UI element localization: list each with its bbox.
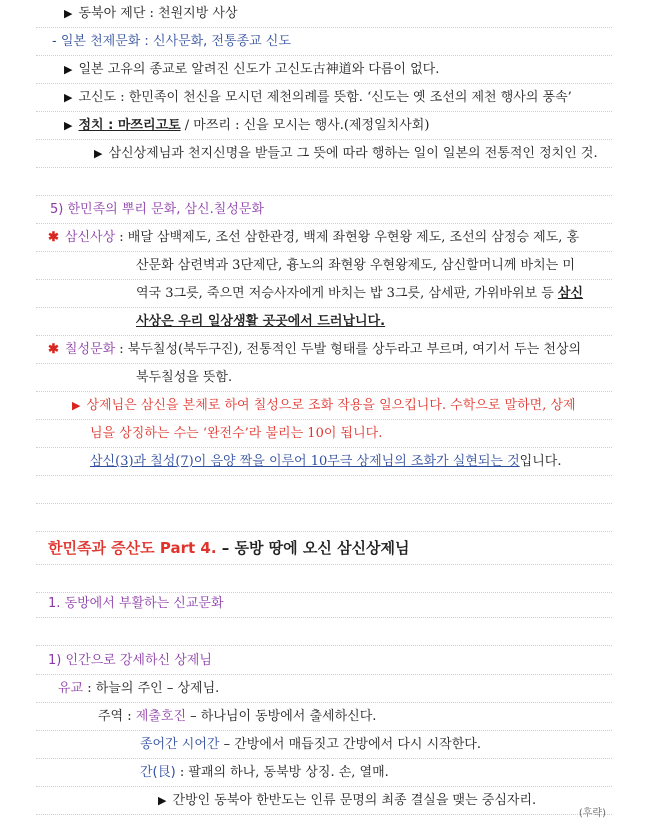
line-text: 일본 고유의 종교로 알려진 신도가 고신도古神道와 다름이 없다. [78, 62, 440, 77]
spacer-line [36, 565, 612, 593]
spacer-line [36, 168, 612, 196]
line-text: : 하늘의 주인 – 상제님. [83, 681, 220, 696]
term-highlight: 간(艮) [140, 765, 176, 780]
line-text: 간방인 동북아 한반도는 인류 문명의 최종 결실을 맺는 중심자리. [172, 793, 537, 808]
text-line [36, 84, 612, 112]
term-highlight: 제출호진 [135, 709, 186, 724]
line-text: 님을 상징하는 수는 ‘완전수’라 불리는 10이 됩니다. [90, 426, 383, 441]
text-line [36, 0, 612, 28]
section-heading [36, 647, 612, 675]
text-line [36, 703, 612, 731]
text-line [36, 112, 612, 140]
text-line [36, 675, 612, 703]
triangle-bullet-icon: ▶ [64, 63, 73, 76]
triangle-bullet-icon: ▶ [64, 7, 73, 20]
text-line [36, 364, 612, 392]
triangle-bullet-icon: ▶ [64, 91, 73, 104]
highlight-line [36, 420, 612, 448]
continued-note: (후략) [578, 808, 606, 819]
spacer-line [36, 504, 612, 532]
line-text: : 팔괘의 하나, 동북방 상징. 손, 열매. [175, 765, 389, 780]
term-label: 유교 [58, 681, 84, 696]
line-text: 산문화 삼련벽과 3단제단, 흉노의 좌현왕 우현왕제도, 삼신할머니께 바치는 미 [136, 258, 575, 273]
bold-term: 정치 : 마쯔리고토 [78, 118, 181, 133]
section-heading-text: 5) 한민족의 뿌리 문화, 삼신.칠성문화 [50, 202, 264, 217]
line-text: 동북아 제단 : 천원지방 사상 [78, 6, 238, 21]
line-text: – 하나님이 동방에서 출세하신다. [186, 709, 377, 724]
subheading-text: - 일본 천제문화 : 신사문화, 전통종교 신도 [52, 34, 291, 49]
spacer-line [36, 476, 612, 504]
asterisk-icon: ✱ [48, 230, 59, 245]
text-line [36, 759, 612, 787]
underlined-statement: 삼신(3)과 칠성(7)이 음양 짝을 이루어 10무극 상제님의 조화가 실현되는 것 [90, 454, 520, 469]
part-heading-label: 한민족과 증산도 Part 4. [48, 539, 217, 557]
triangle-bullet-icon: ▶ [158, 794, 167, 807]
part-heading-text: – 동방 땅에 오신 삼신상제님 [216, 539, 410, 557]
text-line [36, 336, 612, 364]
term-highlight: 종어간 시어간 [140, 737, 220, 752]
text-line [36, 56, 612, 84]
line-text: 상제님은 삼신을 본체로 하여 칠성으로 조화 작용을 일으킵니다. 수학으로 말하면, 상제 [86, 398, 576, 413]
line-text: 삼신상제님과 천지신명을 받들고 그 뜻에 따라 행하는 일이 일본의 전통적인 정치인 것. [108, 146, 598, 161]
text-line [36, 731, 612, 759]
line-text: 입니다. [519, 454, 562, 469]
emphasis-text: 삼신 [557, 286, 584, 301]
section-heading-text: 1. 동방에서 부활하는 신교문화 [48, 596, 224, 611]
subheading-line [36, 28, 612, 56]
term-label: 칠성문화 [64, 342, 116, 357]
line-text: 고신도 : 한민족이 천신을 모시던 제천의례를 뜻함. ‘신도는 옛 조선의 제천 행사의 풍속’ [78, 90, 572, 105]
spacer-line [36, 618, 612, 646]
triangle-bullet-icon: ▶ [72, 399, 81, 412]
line-text: : 배달 삼백제도, 조선 삼한관경, 백제 좌현왕 우현왕 제도, 조선의 삼정승 제도, 홍 [115, 230, 580, 245]
text-line [36, 280, 612, 308]
emphasis-text: 사상은 우리 일상생활 곳곳에서 드러납니다. [136, 314, 386, 329]
line-text: : 북두칠성(북두구진), 전통적인 두발 형태를 상두라고 부르며, 여기서 두는 천상의 [115, 342, 582, 357]
text-line [36, 140, 612, 168]
line-text: 역국 3그릇, 죽으면 저승사자에게 바치는 밥 3그릇, 삼세판, 가위바위보 등 [136, 286, 558, 301]
highlight-line [36, 392, 612, 420]
text-line [36, 252, 612, 280]
text-line [36, 787, 612, 815]
line-text: – 간방에서 매듭짓고 간방에서 다시 시작한다. [219, 737, 481, 752]
section-heading [36, 590, 612, 618]
text-line [36, 308, 612, 336]
section-heading [36, 196, 612, 224]
text-line [36, 448, 612, 476]
term-label: 삼신사상 [64, 230, 116, 245]
triangle-bullet-icon: ▶ [64, 119, 73, 132]
line-text: 북두칠성을 뜻함. [136, 370, 233, 385]
line-text: / 마쯔리 : 신을 모시는 행사.(제정일치사회) [180, 118, 430, 133]
term-label: 주역 : [98, 709, 136, 724]
part-heading [36, 535, 612, 565]
section-heading-text: 1) 인간으로 강세하신 상제님 [48, 653, 212, 668]
triangle-bullet-icon: ▶ [94, 147, 103, 160]
asterisk-icon: ✱ [48, 342, 59, 357]
text-line [36, 224, 612, 252]
